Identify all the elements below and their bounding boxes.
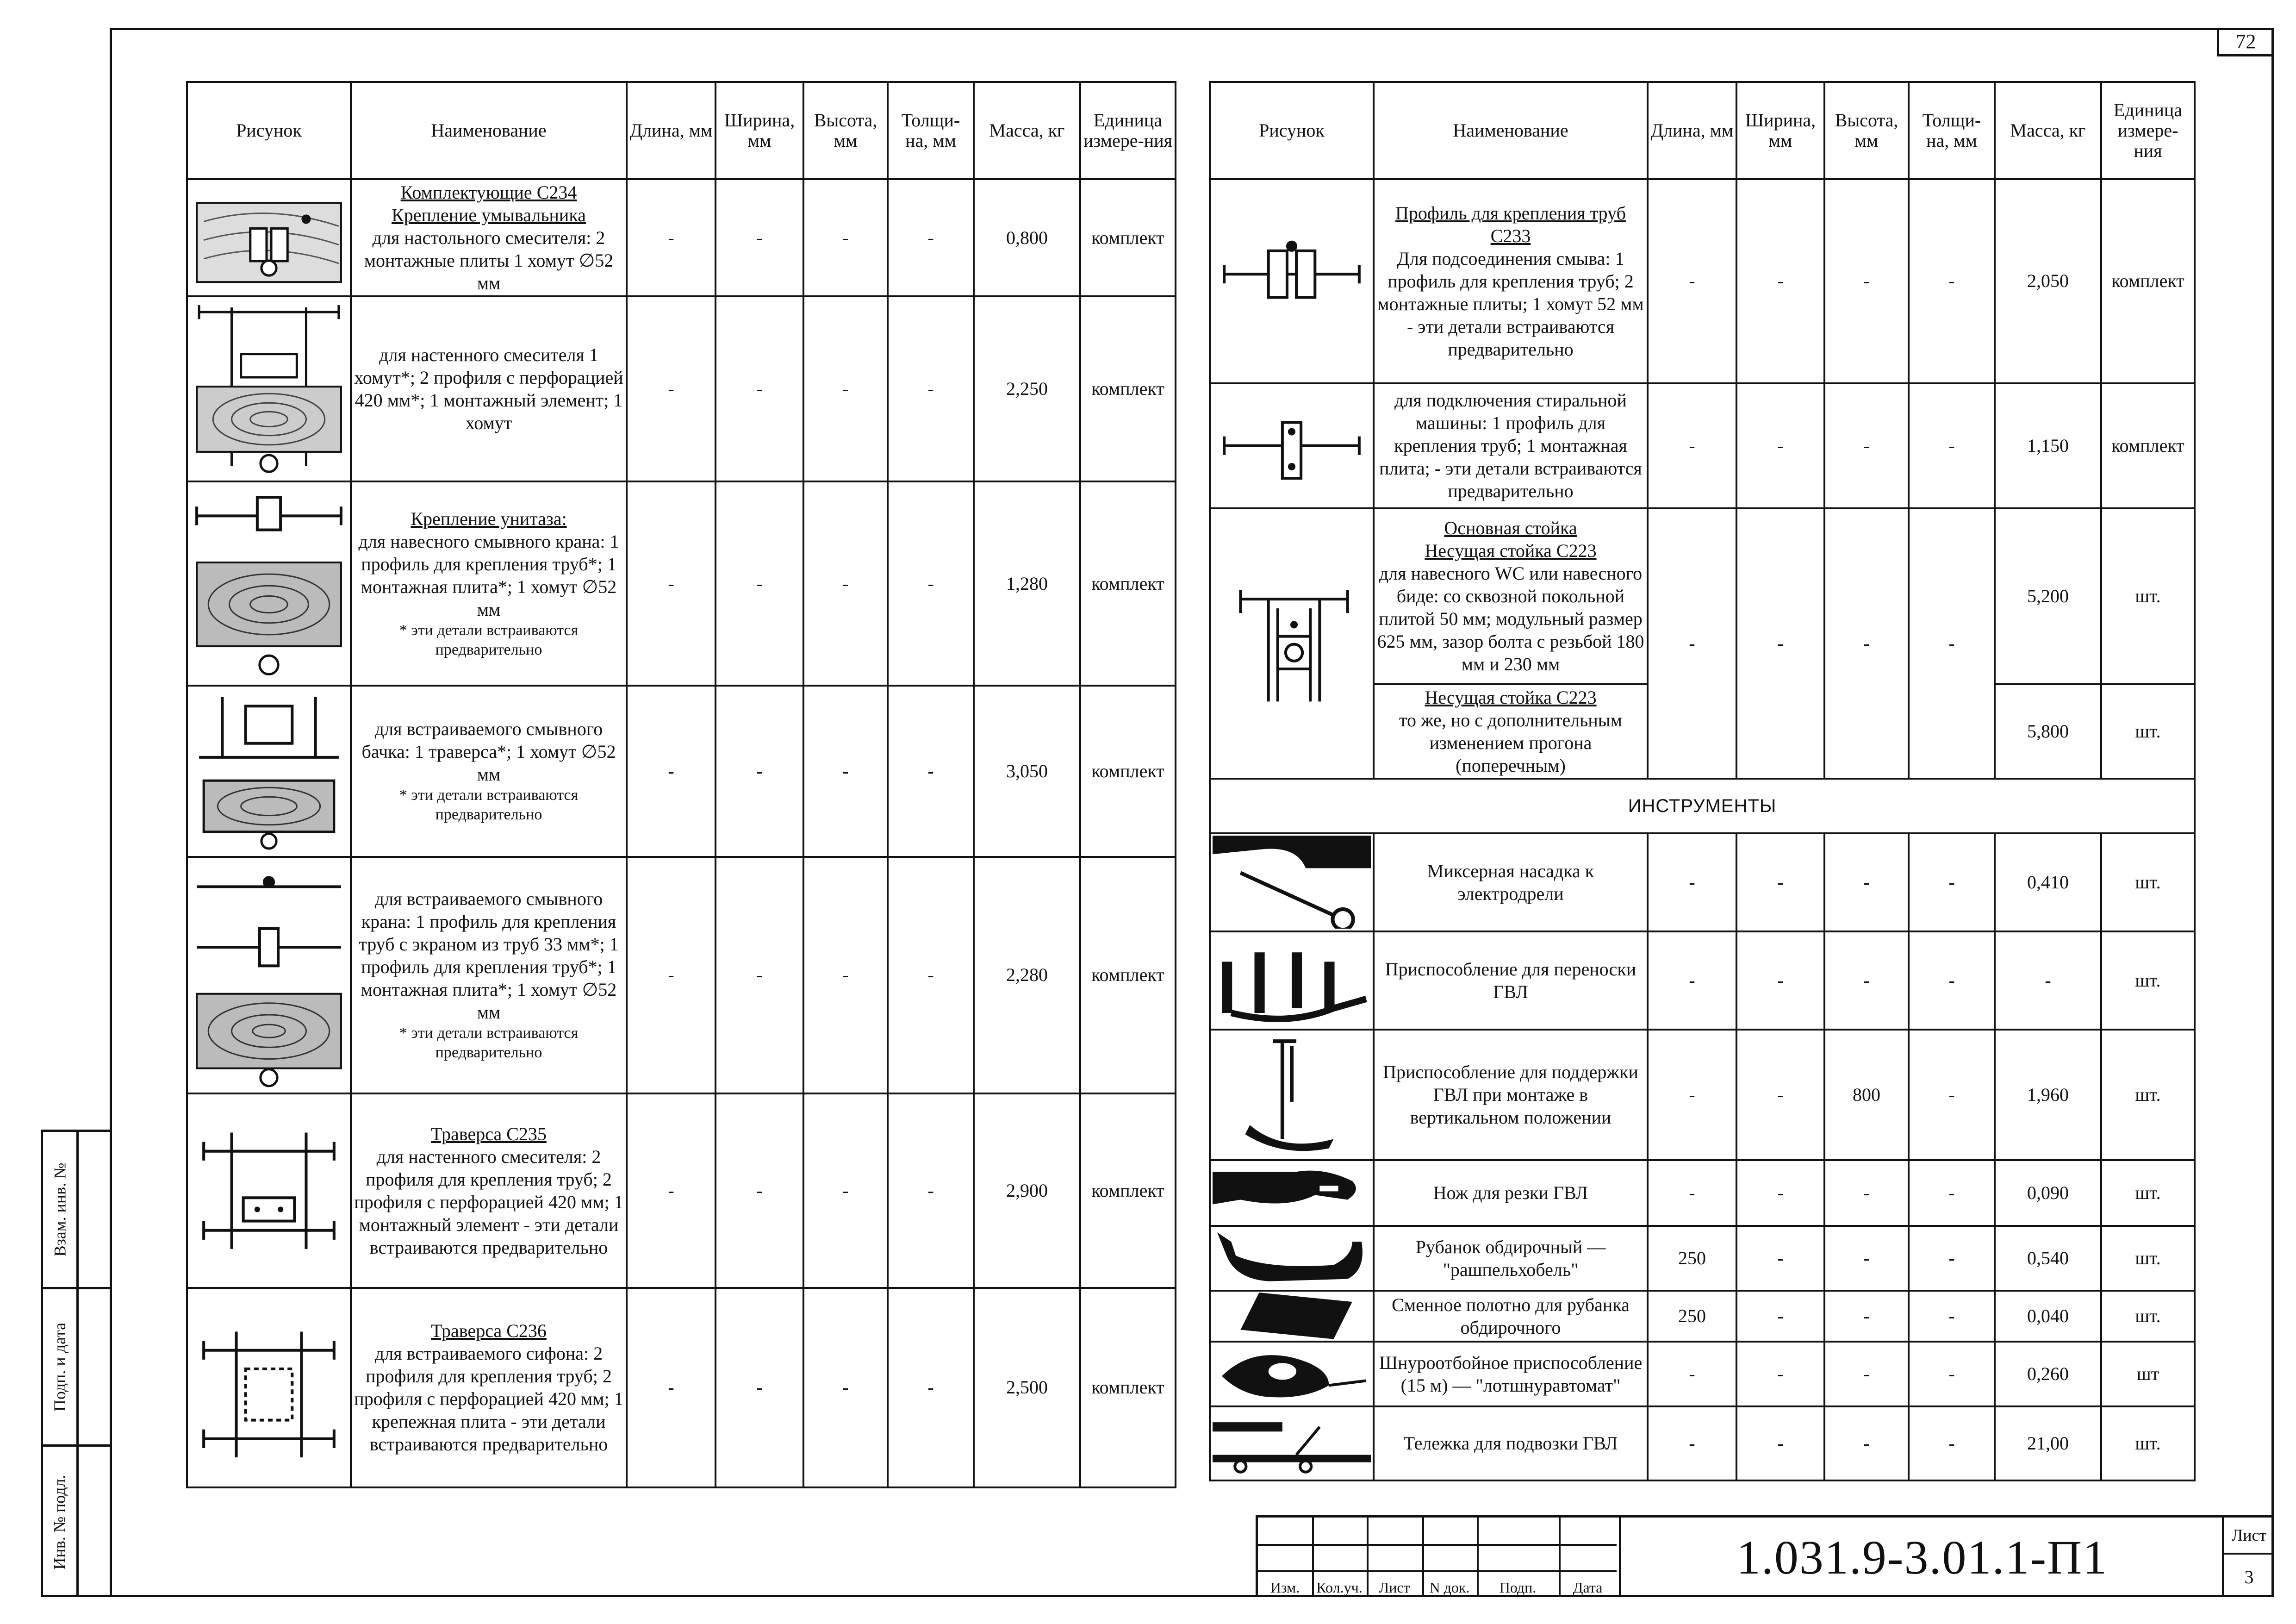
- components-table-left: [186, 81, 1176, 1488]
- sheet-label: Лист: [2224, 1518, 2274, 1555]
- table-row: Шнуроотбойное приспособление (15 м) — "лотшнуравтомат" - - - - 0,260 шт: [1210, 1342, 2195, 1406]
- col-length: Длина, мм: [627, 82, 716, 179]
- item-description: Несущая стойка С223 то же, но с дополнительным изменением прогона (поперечным): [1374, 684, 1648, 779]
- title-block: [1256, 1515, 2274, 1597]
- chalk-line-icon: [1210, 1342, 1374, 1406]
- tool-name: Миксерная насадка к электродрели: [1374, 833, 1648, 931]
- header-row: [1210, 82, 2195, 179]
- table-row: Траверса С236 для встраиваемого сифона: 2 профиля для крепления труб; 2 профиля с перфорацией 420 мм; 1 крепежная плита - эти детали встраиваются предварительно - - - - 2,500 комплект: [187, 1288, 1176, 1487]
- revision-grid: [1258, 1518, 1617, 1597]
- col-height: Высота, мм: [1824, 82, 1909, 179]
- table-row: Несущая стойка С223 то же, но с дополнительным изменением прогона (поперечным) 5,800 шт.: [1210, 684, 2195, 779]
- table-row: Сменное полотно для рубанка обдирочного 250 - - - 0,040 шт.: [1210, 1291, 2195, 1342]
- col-thickness: Толщи-на, мм: [888, 82, 974, 179]
- rasp-plane-icon: [1210, 1226, 1374, 1291]
- table-row: Приспособление для переноски ГВЛ - - - - - шт.: [1210, 931, 2195, 1030]
- rev-ndok-label: N док.: [1429, 1579, 1470, 1596]
- board-cart-icon: [1210, 1406, 1374, 1480]
- section-row: [1210, 779, 2195, 833]
- stamp-vzam-label: Взам. инв. №: [50, 1162, 69, 1256]
- item-description: Траверса С236 для встраиваемого сифона: 2 профиля для крепления труб; 2 профиля с перфорацией 420 мм; 1 крепежная плита - эти детали встраиваются предварительно: [351, 1288, 627, 1487]
- table-row: Крепление унитаза: для навесного смывного крана: 1 профиль для крепления труб*; 1 монтажная плита*; 1 хомут ∅52 мм * эти детали встраиваются предварительно - - - - 1,280 комплект: [187, 481, 1176, 686]
- stamp-cell-vzam: [43, 1132, 111, 1289]
- toilet-mount-icon: [187, 481, 351, 686]
- col-mass: Масса, кг: [1995, 82, 2101, 179]
- support-post-icon: [1210, 508, 1374, 779]
- rev-podp-label: Подп.: [1499, 1579, 1537, 1596]
- item-description: для подключения стиральной машины: 1 профиль для крепления труб; 1 монтажная плита; - эти детали встраиваются предварительно: [1374, 383, 1648, 508]
- item-description: для встраиваемого смывного крана: 1 профиль для крепления труб с экраном из труб 33 мм*; 1 профиль для крепления труб*; 1 монтажная плита*; 1 хомут ∅52 мм * эти детали встраиваются предварительно: [351, 857, 627, 1093]
- col-thickness: Толщи-на, мм: [1909, 82, 1995, 179]
- item-description: для настенного смесителя 1 хомут*; 2 профиля с перфорацией 420 мм*; 1 монтажный элемент; 1 хомут: [351, 296, 627, 481]
- table-row: Приспособление для поддержки ГВЛ при монтаже в вертикальном положении - - 800 - 1,960 шт.: [1210, 1030, 2195, 1160]
- sheet-number: 3: [2244, 1566, 2254, 1587]
- col-width: Ширина, мм: [716, 82, 803, 179]
- col-width: Ширина, мм: [1736, 82, 1824, 179]
- components-table-right: [1209, 81, 2196, 1481]
- pipe-profile-c233-icon: [1210, 179, 1374, 383]
- board-lifter-icon: [1210, 1030, 1374, 1160]
- table-row: Профиль для крепления труб С233 Для подсоединения смыва: 1 профиль для крепления труб; 2 монтажные плиты; 1 хомут 52 мм - эти детали встраиваются предварительно - - - - 2,050 комплект: [1210, 179, 2195, 383]
- tool-name: Рубанок обдирочный — "рашпельхобель": [1374, 1226, 1648, 1291]
- tools-heading: ИНСТРУМЕНТЫ: [1210, 779, 2195, 833]
- col-picture: Рисунок: [1210, 82, 1374, 179]
- table-row: для настенного смесителя 1 хомут*; 2 профиля с перфорацией 420 мм*; 1 монтажный элемент; 1 хомут - - - - 2,250 комплект: [187, 296, 1176, 481]
- table-row: Миксерная насадка к электродрели - - - - 0,410 шт.: [1210, 833, 2195, 931]
- item-description: Основная стойка Несущая стойка С223 для навесного WC или навесного биде: со сквозной покольной плитой 50 мм; модульный размер 625 мм, зазор болта с резьбой 180 мм и 230 мм: [1374, 508, 1648, 684]
- tool-name: Тележка для подвозки ГВЛ: [1374, 1406, 1648, 1480]
- col-name: Наименование: [1374, 82, 1648, 179]
- col-picture: Рисунок: [187, 82, 351, 179]
- document-code: 1.031.9-3.01.1-П1: [1619, 1518, 2223, 1597]
- table-row: Основная стойка Несущая стойка С223 для навесного WC или навесного биде: со сквозной покольной плитой 50 мм; модульный размер 625 мм, зазор болта с резьбой 180 мм и 230 мм - - - - 5,200 шт.: [1210, 508, 2195, 684]
- plane-blade-icon: [1210, 1291, 1374, 1342]
- header-row: [187, 82, 1176, 179]
- tool-name: Приспособление для поддержки ГВЛ при монтаже в вертикальном положении: [1374, 1030, 1648, 1160]
- table-row: для встраиваемого смывного крана: 1 профиль для крепления труб с экраном из труб 33 мм*; 1 профиль для крепления труб*; 1 монтажная плита*; 1 хомут ∅52 мм * эти детали встраиваются предварительно - - - - 2,280 комплект: [187, 857, 1176, 1093]
- side-stamp: [41, 1130, 111, 1597]
- page-number: 72: [2217, 29, 2272, 56]
- item-description: Профиль для крепления труб С233 Для подсоединения смыва: 1 профиль для крепления труб; 2 монтажные плиты; 1 хомут 52 мм - эти детали встраиваются предварительно: [1374, 179, 1648, 383]
- board-knife-icon: [1210, 1160, 1374, 1226]
- stamp-cell-podp: [43, 1289, 111, 1447]
- rev-list-label: Лист: [1379, 1579, 1410, 1596]
- traverse-c235-icon: [187, 1093, 351, 1288]
- item-description: Траверса С235 для настенного смесителя: 2 профиля для крепления труб; 2 профиля с перфорацией 420 мм; 1 монтажный элемент - эти детали встраиваются предварительно: [351, 1093, 627, 1288]
- washbasin-mount-icon: [187, 179, 351, 296]
- rev-data-label: Дата: [1573, 1579, 1603, 1596]
- table-row: Нож для резки ГВЛ - - - - 0,090 шт.: [1210, 1160, 2195, 1226]
- washing-machine-mount-icon: [1210, 383, 1374, 508]
- col-length: Длина, мм: [1648, 82, 1736, 179]
- tool-name: Нож для резки ГВЛ: [1374, 1160, 1648, 1226]
- rev-kolvo-label: Кол.уч.: [1316, 1579, 1363, 1596]
- tool-name: Сменное полотно для рубанка обдирочного: [1374, 1291, 1648, 1342]
- traverse-c236-icon: [187, 1288, 351, 1487]
- board-carrier-icon: [1210, 931, 1374, 1030]
- table-row: для встраиваемого смывного бачка: 1 траверса*; 1 хомут ∅52 мм * эти детали встраиваются предварительно - - - - 3,050 комплект: [187, 686, 1176, 857]
- sheet-cell: [2222, 1518, 2274, 1597]
- col-unit: Единица измере-ния: [2101, 82, 2195, 179]
- col-unit: Единица измере-ния: [1080, 82, 1176, 179]
- col-name: Наименование: [351, 82, 627, 179]
- flush-valve-mount-icon: [187, 857, 351, 1093]
- item-description: для встраиваемого смывного бачка: 1 траверса*; 1 хомут ∅52 мм * эти детали встраиваются предварительно: [351, 686, 627, 857]
- tool-name: Шнуроотбойное приспособление (15 м) — "лотшнуравтомат": [1374, 1342, 1648, 1406]
- table-row: Рубанок обдирочный — "рашпельхобель" 250 - - - 0,540 шт.: [1210, 1226, 2195, 1291]
- table-row: Траверса С235 для настенного смесителя: 2 профиля для крепления труб; 2 профиля с перфорацией 420 мм; 1 монтажный элемент - эти детали встраиваются предварительно - - - - 2,900 комплект: [187, 1093, 1176, 1288]
- table-row: Комплектующие С234 Крепление умывальника для настольного смесителя: 2 монтажные плиты 1 хомут ∅52 мм - - - - 0,800 комплект: [187, 179, 1176, 296]
- stamp-podp-label: Подп. и дата: [50, 1322, 69, 1412]
- mixer-paddle-icon: [1210, 833, 1374, 931]
- wall-mixer-mount-icon: [187, 296, 351, 481]
- cistern-mount-icon: [187, 686, 351, 857]
- stamp-inv-label: Инв. № подл.: [50, 1474, 69, 1570]
- table-row: Тележка для подвозки ГВЛ - - - - 21,00 шт.: [1210, 1406, 2195, 1480]
- item-description: Крепление унитаза: для навесного смывного крана: 1 профиль для крепления труб*; 1 монтажная плита*; 1 хомут ∅52 мм * эти детали встраиваются предварительно: [351, 481, 627, 686]
- stamp-cell-inv: [43, 1447, 111, 1597]
- col-mass: Масса, кг: [974, 82, 1080, 179]
- col-height: Высота, мм: [803, 82, 888, 179]
- rev-izm-label: Изм.: [1270, 1579, 1300, 1596]
- item-description: Комплектующие С234 Крепление умывальника для настольного смесителя: 2 монтажные плиты 1 хомут ∅52 мм: [351, 179, 627, 296]
- table-row: для подключения стиральной машины: 1 профиль для крепления труб; 1 монтажная плита; - эти детали встраиваются предварительно - - - - 1,150 комплект: [1210, 383, 2195, 508]
- tool-name: Приспособление для переноски ГВЛ: [1374, 931, 1648, 1030]
